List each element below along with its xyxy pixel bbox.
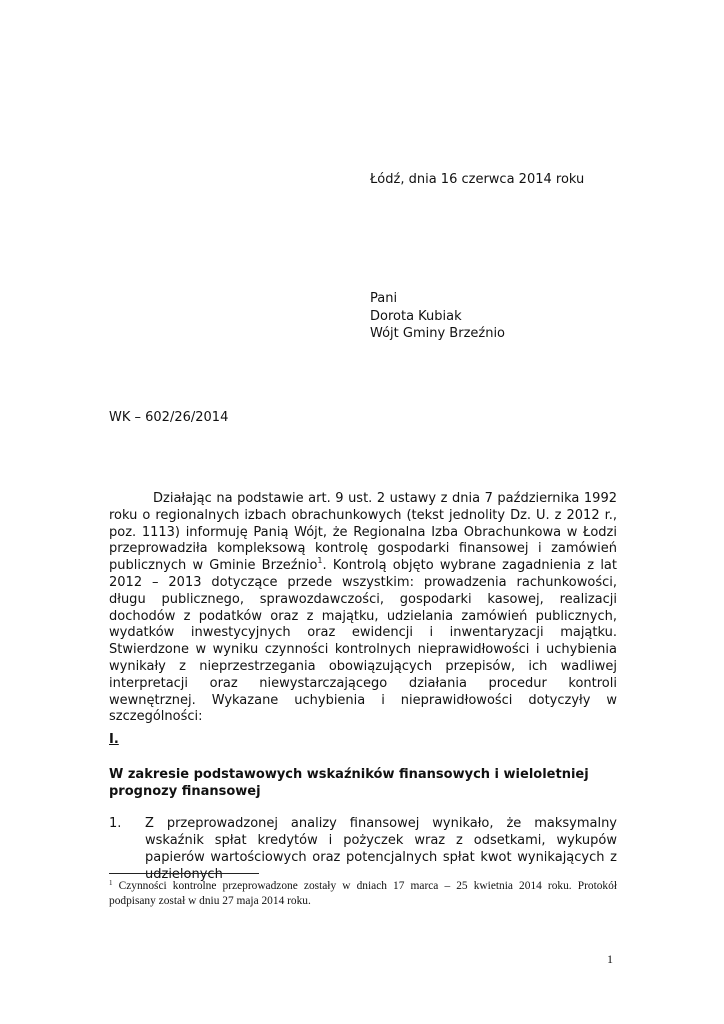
list-item-number: 1. xyxy=(109,816,122,831)
footnote-text: Czynności kontrolne przeprowadzone zostały w dniach 17 marca – 25 kwietnia 2014 roku. Protokół podpisany został w dniu 27 maja 2014 roku. xyxy=(109,880,617,907)
date-line: Łódź, dnia 16 czerwca 2014 roku xyxy=(370,172,585,187)
recipient-salutation: Pani xyxy=(370,291,398,306)
recipient-block xyxy=(370,290,505,343)
page-number: 1 xyxy=(607,952,613,966)
section-number: I. xyxy=(109,732,119,747)
footnote-marker: 1 xyxy=(109,879,113,887)
recipient-title: Wójt Gminy Brzeźnio xyxy=(370,326,506,341)
body-paragraph xyxy=(109,491,617,726)
intro-text-part1: Działając na podstawie art. 9 ust. 2 ustawy z dnia 7 października 1992 roku o regionalnych izbach obrachunkowych (tekst jednolity Dz. U. z 2012 r., poz. 1113) informuję Panią Wójt, że Regionalna Izba Obrachunkowa w Łodzi przeprowadziła kompleksową kontrolę gospodarki finansowej i zamówień publicznych w Gminie Brzeźnio xyxy=(109,491,617,574)
recipient-name: Dorota Kubiak xyxy=(370,308,462,324)
intro-text-part2: . Kontrolą objęto wybrane zagadnienia z lat 2012 – 2013 dotyczące przede wszystkim: prowadzenia rachunkowości, długu publicznego, sprawozdawczości, gospodarki kasowej, realizacji dochodów z podatków oraz z majątku, udzielania zamówień publicznych, wydatków inwestycyjnych oraz ewidencji i inwentaryzacji majątku. Stwierdzone w wyniku czynności kontrolnych nieprawidłowości i uchybienia wynikały z nieprzestrzegania obowiązujących przepisów, ich wadliwej interpretacji oraz niewystarczającego działania procedur kontroli wewnętrznej. Wykazane uchybienia i nieprawidłowości dotyczyły w szczególności: xyxy=(109,558,617,725)
footnote-divider xyxy=(109,873,259,874)
footnote-ref: 1 xyxy=(317,556,323,566)
reference-number: WK – 602/26/2014 xyxy=(109,410,229,425)
list-item-text: Z przeprowadzonej analizy finansowej wynikało, że maksymalny wskaźnik spłat kredytów i pożyczek wraz z odsetkami, wykupów papierów wartościowych oraz potencjalnych spłat kwot wynikających z udzielonych xyxy=(145,816,617,882)
intro-paragraph xyxy=(109,491,617,726)
section-heading: W zakresie podstawowych wskaźników finansowych i wieloletniej prognozy finansowej xyxy=(109,767,589,799)
footnote xyxy=(109,879,617,908)
